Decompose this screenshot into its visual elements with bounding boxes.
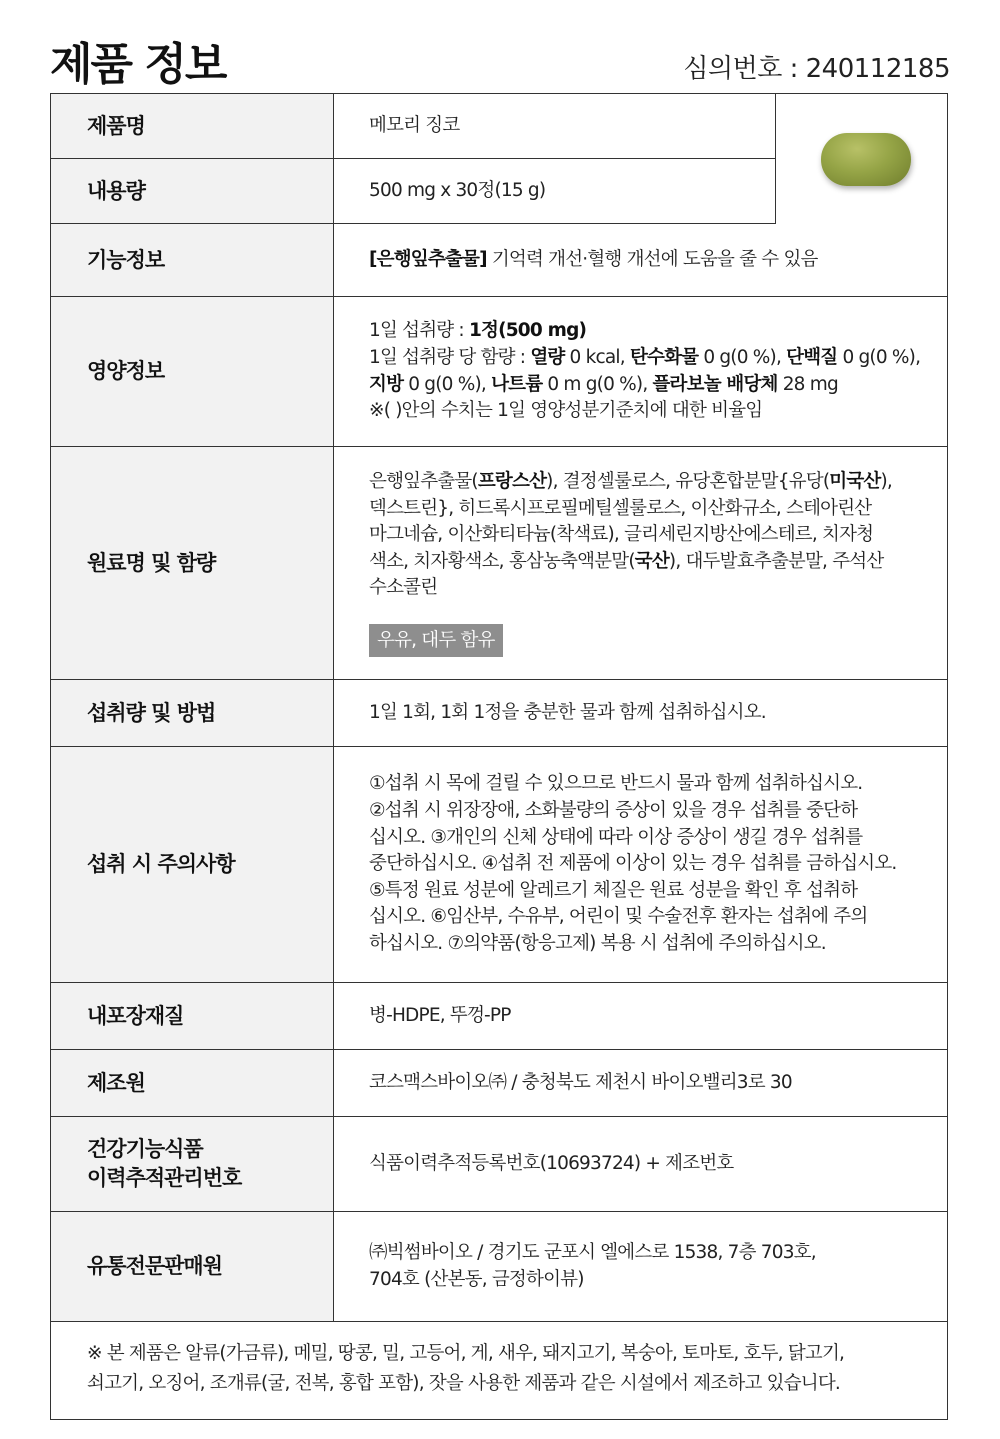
approval-number: 심의번호 : 240112185 bbox=[683, 54, 950, 84]
row-label: 유통전문판매원 bbox=[51, 1212, 334, 1321]
ingredients-line: 색소, 치자황색소, 홍삼농축액분말(국산), 대두발효추출분말, 주석산 bbox=[369, 550, 884, 572]
volume-value: 500 mg x 30정(15 g) bbox=[369, 179, 546, 201]
product-image-cell bbox=[775, 94, 947, 224]
row-packaging bbox=[51, 983, 947, 1050]
nutrition-note: ※( )안의 수치는 1일 영양성분기준치에 대한 비율임 bbox=[369, 400, 763, 422]
row-nutrition bbox=[51, 297, 947, 447]
function-text: 기억력 개선·혈행 개선에 도움을 줄 수 있음 bbox=[486, 248, 818, 270]
nutrition-line: 1일 섭취량 당 함량 : 열량 0 kcal, 탄수화물 0 g(0 %), 단백질 0 g(0 %), bbox=[369, 346, 921, 368]
row-distributor bbox=[51, 1212, 947, 1322]
allergen-notice bbox=[51, 1339, 947, 1399]
tablet-image bbox=[821, 133, 911, 186]
ingredients-line: 덱스트린}, 히드록시프로필메틸셀룰로스, 이산화규소, 스테아린산 bbox=[369, 497, 872, 519]
caution-line: 중단하십시오. ④섭취 전 제품에 이상이 있는 경우 섭취를 금하십시오. bbox=[369, 853, 897, 875]
caution-line: ②섭취 시 위장장애, 소화불량의 증상이 있을 경우 섭취를 중단하 bbox=[369, 800, 858, 822]
page-title: 제품 정보 bbox=[50, 39, 226, 90]
packaging-value: 병-HDPE, 뚜껑-PP bbox=[369, 1004, 511, 1026]
row-label: 원료명 및 함량 bbox=[51, 447, 334, 679]
row-label: 섭취량 및 방법 bbox=[51, 680, 334, 746]
traceability-value: 식품이력추적등록번호(10693724) + 제조번호 bbox=[369, 1152, 734, 1174]
ingredients-line: 은행잎추출물(프랑스산), 결정셀룰로스, 유당혼합분말{유당(미국산), bbox=[369, 471, 892, 493]
nutrition-value bbox=[334, 297, 947, 446]
ingredients-value bbox=[334, 447, 947, 679]
row-label: 내용량 bbox=[51, 159, 334, 223]
nutrition-line: 지방 0 g(0 %), 나트륨 0 m g(0 %), 플라보놀 배당체 28 mg bbox=[369, 373, 838, 395]
row-label: 제조원 bbox=[51, 1050, 334, 1116]
ingredients-line: 마그네슘, 이산화티타늄(착색료), 글리세린지방산에스테르, 치자청 bbox=[369, 524, 874, 546]
row-label: 섭취 시 주의사항 bbox=[51, 747, 334, 982]
product-name-value: 메모리 징코 bbox=[369, 114, 460, 136]
distributor-line: ㈜빅썸바이오 / 경기도 군포시 엘에스로 1538, 7층 703호, bbox=[369, 1241, 816, 1263]
ingredients-line: 수소콜린 bbox=[369, 577, 438, 599]
notice-line: ※ 본 제품은 알류(가금류), 메밀, 땅콩, 밀, 고등어, 게, 새우, 돼지고기, 복숭아, 토마토, 호두, 닭고기, bbox=[87, 1343, 845, 1364]
manufacturer-value: 코스맥스바이오㈜ / 충청북도 제천시 바이오밸리3로 30 bbox=[369, 1071, 792, 1093]
row-label: 영양정보 bbox=[51, 297, 334, 446]
caution-line: ⑤특정 원료 성분에 알레르기 체질은 원료 성분을 확인 후 섭취하 bbox=[369, 879, 858, 901]
row-intake bbox=[51, 680, 947, 747]
row-caution bbox=[51, 747, 947, 983]
row-label: 건강기능식품 이력추적관리번호 bbox=[51, 1117, 334, 1211]
caution-line: 하십시오. ⑦의약품(항응고제) 복용 시 섭취에 주의하십시오. bbox=[369, 932, 826, 954]
row-traceability bbox=[51, 1117, 947, 1212]
caution-value bbox=[334, 747, 947, 982]
notice-line: 쇠고기, 오징어, 조개류(굴, 전복, 홍합 포함), 잣을 사용한 제품과 같은 시설에서 제조하고 있습니다. bbox=[87, 1373, 840, 1394]
caution-line: 십시오. ⑥임산부, 수유부, 어린이 및 수술전후 환자는 섭취에 주의 bbox=[369, 906, 868, 928]
distributor-value bbox=[334, 1212, 947, 1321]
header bbox=[50, 28, 950, 90]
intake-value: 1일 1회, 1회 1정을 충분한 물과 함께 섭취하십시오. bbox=[369, 701, 766, 723]
row-label: 내포장재질 bbox=[51, 983, 334, 1049]
row-ingredients bbox=[51, 447, 947, 680]
product-info-table bbox=[50, 93, 948, 1420]
distributor-line: 704호 (산본동, 금정하이뷰) bbox=[369, 1268, 584, 1290]
function-ingredient: [은행잎추출물] bbox=[369, 248, 487, 270]
row-label: 기능정보 bbox=[51, 224, 334, 296]
function-value bbox=[334, 224, 947, 296]
row-function bbox=[51, 224, 947, 297]
row-label: 제품명 bbox=[51, 94, 334, 158]
nutrition-line: 1일 섭취량 : 1정(500 mg) bbox=[369, 320, 587, 342]
caution-line: ①섭취 시 목에 걸릴 수 있으므로 반드시 물과 함께 섭취하십시오. bbox=[369, 773, 863, 795]
row-manufacturer bbox=[51, 1050, 947, 1117]
allergy-badge: 우유, 대두 함유 bbox=[369, 624, 503, 657]
caution-line: 십시오. ③개인의 신체 상태에 따라 이상 증상이 생길 경우 섭취를 bbox=[369, 826, 863, 848]
